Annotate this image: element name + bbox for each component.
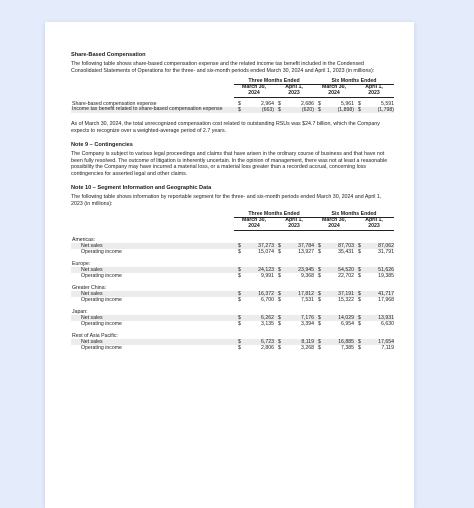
segment-col-header: March 30, 2024 [234,218,274,231]
document-content [71,52,394,351]
segment-name: Rest of Asia Pacific: [72,333,118,340]
value-cell: 9,991 [261,273,274,280]
value-cell: 17,654 [364,339,394,345]
currency-symbol: $ [354,315,364,321]
table-row: Income tax benefit related to share-based compensation expense $ (663) $ (620) $ (1,898) $ (1,798) [72,106,394,114]
value-cell: 37,273 [244,243,274,249]
value-cell: 16,372 [244,291,274,297]
value-cell: 31,791 [378,249,394,256]
currency-symbol: $ [234,291,244,297]
value-cell: 6,954 [341,321,354,328]
value-cell: 19,385 [378,273,394,280]
segment-name: Japan: [72,309,88,316]
value-cell: 7,531 [301,297,314,304]
value-cell: 6,262 [244,315,274,321]
value-cell: 37,784 [284,243,314,249]
currency-symbol: $ [234,315,244,321]
value-cell: 15,322 [338,297,354,304]
sbc-table [71,78,394,113]
segment-col-header: March 30, 2024 [314,218,354,231]
sbc-col-header: April 1, 2023 [274,85,314,98]
currency-symbol: $ [354,291,364,297]
currency-symbol: $ [234,243,244,249]
segment-name: Greater China: [72,285,107,292]
row-label: Net sales [71,291,234,297]
currency-symbol: $ [278,297,281,304]
table-row [71,345,394,351]
currency-symbol: $ [278,249,281,256]
note10-intro: The following table shows information by reportable segment for the three- and six-month periods ended March 30, 2024 and April 1, 2023 (in millions): [71,194,382,207]
sbc-heading: Share-Based Compensation [71,52,146,58]
currency-symbol: $ [314,339,324,345]
currency-symbol: $ [358,345,361,352]
currency-symbol: $ [354,267,364,273]
currency-symbol: $ [314,267,324,273]
currency-symbol: $ [274,243,284,249]
currency-symbol: $ [358,321,361,328]
value-cell: 6,630 [381,321,394,328]
currency-symbol: $ [238,273,241,280]
note9-heading: Note 9 – Contingencies [71,142,133,149]
value-cell: 35,431 [338,249,354,256]
value-cell: 54,520 [324,267,354,273]
segment-name: Europe: [72,261,91,268]
currency-symbol: $ [354,339,364,345]
value-cell: 7,119 [381,345,394,352]
value-cell: 9,368 [301,273,314,280]
value-cell: 3,135 [261,321,274,328]
currency-symbol: $ [314,315,324,321]
sbc-col-header: March 30, 2024 [234,85,274,98]
currency-symbol: $ [238,249,241,256]
segment-col-header: April 1, 2023 [274,218,314,231]
sbc-group-six: Six Months Ended [314,78,394,85]
value-cell: 23,945 [284,267,314,273]
segment-name: Americas: [72,237,96,244]
segment-group-three: Three Months Ended [234,211,314,218]
currency-symbol: $ [234,267,244,273]
value-cell: 51,626 [364,267,394,273]
value-cell: 87,062 [364,243,394,249]
sbc-intro: The following table shows share-based compensation expense and the related income tax benefit included in the Condensed Consolidated Statements of Operations for the three- and six-month periods ended March 30, 2024 and April 1, 2023 (in millions): [71,61,375,74]
value-cell: 15,074 [258,249,274,256]
note10-heading: Note 10 – Segment Information and Geographic Data [71,185,212,192]
currency-symbol: $ [234,339,244,345]
row-label: Net sales [71,315,234,321]
value-cell: 2,806 [261,345,274,352]
currency-symbol: $ [274,339,284,345]
value-cell: 16,885 [324,339,354,345]
value-cell: 17,968 [378,297,394,304]
value-cell: 3,394 [301,321,314,328]
value-cell: 41,717 [364,291,394,297]
sbc-note: As of March 30, 2024, the total unrecognized compensation cost related to outstanding RSUs was $24.7 billion, which the Company expects to recognize over a weighted-average period of 2.7 years. [71,121,380,134]
row-label: Net sales [71,339,234,345]
value-cell: 7,385 [341,345,354,352]
value-cell: 22,702 [338,273,354,280]
row-label: Net sales [71,267,234,273]
note9-body: The Company is subject to various legal proceedings and claims that have arisen in the ordinary course of business and that have not been fully resolved. The outcome of litigation is inherently uncertain. In the opinion of management, there was not at least a reasonable possibility the Company may have incurred a material loss, or a material loss greater than a recorded accrual, concerning loss contingencies for asserted legal and other claims. [71,151,388,177]
value-cell: 7,176 [284,315,314,321]
currency-symbol: $ [238,345,241,352]
currency-symbol: $ [358,273,361,280]
sbc-col-header: March 30, 2024 [314,85,354,98]
segment-col-header: April 1, 2023 [354,218,394,231]
currency-symbol: $ [314,291,324,297]
currency-symbol: $ [318,297,321,304]
segment-group-six: Six Months Ended [314,211,394,218]
value-cell: 13,927 [298,249,314,256]
currency-symbol: $ [238,321,241,328]
value-cell: 13,931 [364,315,394,321]
currency-symbol: $ [318,321,321,328]
table-row: Share-based compensation expense $ 2,964 $ 2,686 $ 5,961 $ 5,591 [72,101,394,108]
row-label: Operating income [81,249,122,256]
value-cell: 24,123 [244,267,274,273]
sbc-col-header: April 1, 2023 [354,85,394,98]
currency-symbol: $ [318,273,321,280]
value-cell: 3,268 [301,345,314,352]
segment-table [71,211,394,351]
row-label: Operating income [81,345,122,352]
value-cell: 14,029 [324,315,354,321]
currency-symbol: $ [314,243,324,249]
currency-symbol: $ [278,273,281,280]
row-label: Operating income [81,321,122,328]
row-label: Operating income [81,273,122,280]
currency-symbol: $ [274,315,284,321]
value-cell: 6,700 [261,297,274,304]
row-label: Operating income [81,297,122,304]
currency-symbol: $ [354,243,364,249]
currency-symbol: $ [358,297,361,304]
value-cell: 17,812 [284,291,314,297]
currency-symbol: $ [278,345,281,352]
value-cell: 87,703 [324,243,354,249]
currency-symbol: $ [318,249,321,256]
value-cell: 6,723 [244,339,274,345]
document-page [45,22,414,508]
currency-symbol: $ [358,249,361,256]
sbc-group-three: Three Months Ended [234,78,314,85]
value-cell: 37,191 [324,291,354,297]
currency-symbol: $ [238,297,241,304]
value-cell: 8,119 [284,339,314,345]
currency-symbol: $ [274,267,284,273]
currency-symbol: $ [278,321,281,328]
row-label: Net sales [71,243,234,249]
currency-symbol: $ [274,291,284,297]
currency-symbol: $ [318,345,321,352]
